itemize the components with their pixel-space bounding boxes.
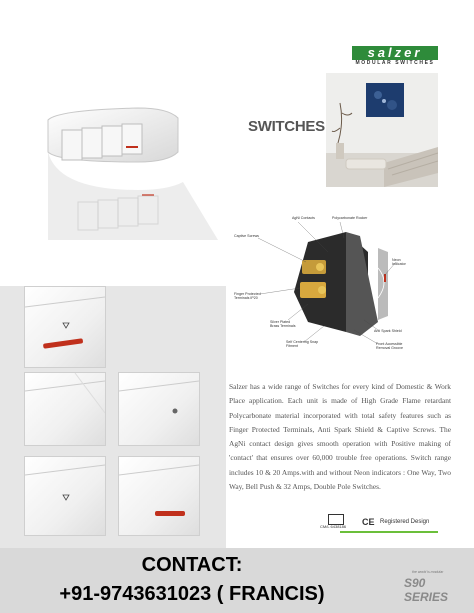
- switch-tile-neon-2: [118, 456, 200, 536]
- switch-tile-bell: [24, 456, 106, 536]
- label-anti-spark: Anti Spark Shield: [374, 329, 402, 333]
- switch-cutaway-diagram: [228, 212, 418, 352]
- switch-tiles-panel: [0, 286, 226, 548]
- salzer-logo: [352, 46, 438, 66]
- switch-plate-hero: [18, 90, 248, 248]
- label-self-centering: Self Centering Snap Fitment: [286, 340, 319, 348]
- series-tagline: the world is modular: [412, 570, 444, 574]
- switch-tile-neon: [24, 286, 106, 368]
- label-neon-indicator: Neon Indicator: [392, 258, 406, 266]
- label-captive-screws: Captive Screws: [234, 234, 259, 238]
- label-polycarbonate-rocker: Polycarbonate Rocker: [332, 216, 368, 220]
- label-front-accessible: Front Accessible Removal Groove: [376, 342, 403, 350]
- description-text: Salzer has a wide range of Switches for every kind of Domestic & Work Place application. Each unit is made of High Grade Flame retardant Polycarbonate material incorporated with total safety features such as Finger Protected Terminals, Anti Spark Shield & Captive Screws. The AgNi contact design gives smooth operation with Positive making of 'contact' that ensures over 60,000 trouble free operations. Switch range includes 10 & 20 Amps.with and without Neon indicators : One Way, Two Way, Bell Push & 32 Amps, Double Pole Switches.: [229, 382, 451, 492]
- brand-name: salzer: [352, 46, 438, 60]
- registered-design: Registered Design: [380, 519, 430, 525]
- switch-tile-plain: [24, 372, 106, 446]
- contact-heading: CONTACT:: [141, 554, 243, 576]
- room-photo: [326, 73, 438, 187]
- cmil-number: CM/L 6438186: [320, 524, 347, 529]
- ce-mark: CE: [362, 517, 375, 527]
- contact-phone[interactable]: +91-9743631023 ( FRANCIS): [59, 583, 325, 605]
- label-agni-contacts: AgNi Contacts: [292, 216, 315, 220]
- s90-series-logo: [404, 570, 464, 604]
- green-divider: [340, 531, 438, 533]
- page-title: SWITCHES: [248, 118, 325, 135]
- label-finger-protected: Finger Protected Terminals IP20: [234, 292, 261, 300]
- switch-tile-dot: [118, 372, 200, 446]
- series-name: S90 SERIES: [404, 576, 449, 604]
- brand-tagline: MODULAR SWITCHES: [355, 60, 435, 66]
- label-silver-plated: Silver Plated Brass Terminals: [270, 320, 296, 328]
